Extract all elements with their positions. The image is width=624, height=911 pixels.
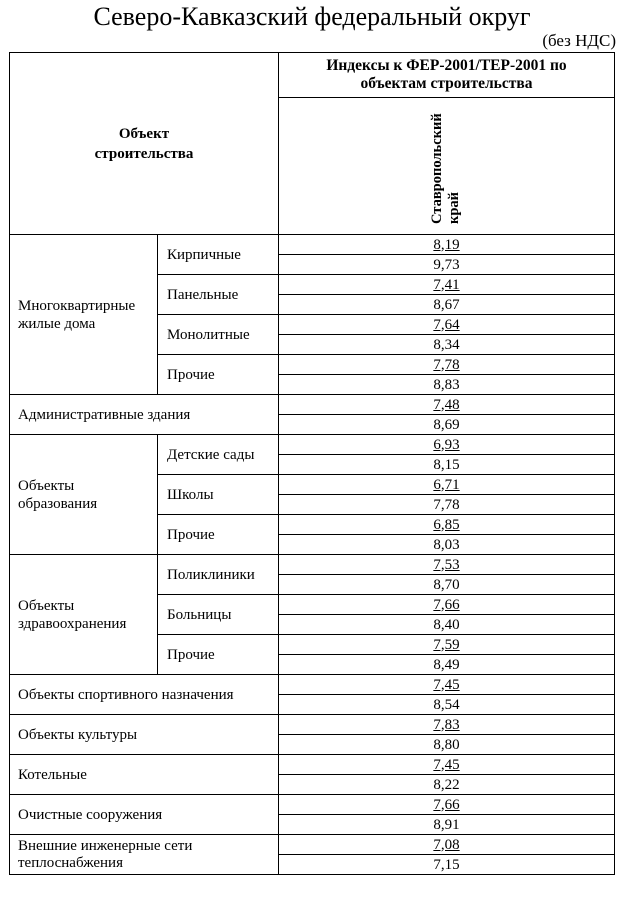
value-cell: 8,40: [279, 615, 615, 635]
value-cell: 8,91: [279, 815, 615, 835]
header-object: Объект строительства: [10, 53, 279, 235]
value-cell: 8,83: [279, 375, 615, 395]
value-cell: 7,53: [279, 555, 615, 575]
row-admin-name: Административные здания: [10, 395, 279, 435]
row-panel-name: Панельные: [158, 275, 279, 315]
value-cell: 7,66: [279, 595, 615, 615]
value-cell: 7,41: [279, 275, 615, 295]
value-cell: 7,78: [279, 495, 615, 515]
row-hospital-name: Больницы: [158, 595, 279, 635]
value-cell: 8,19: [279, 235, 615, 255]
row-heating-name: Внешние инженерные сети теплоснабжения: [10, 835, 279, 875]
index-table: [9, 52, 615, 875]
row-culture-name: Объекты культуры: [10, 715, 279, 755]
row-kindergarten-name: Детские сады: [158, 435, 279, 475]
value-cell: 8,69: [279, 415, 615, 435]
row-health-other-name: Прочие: [158, 635, 279, 675]
row-clinic-name: Поликлиники: [158, 555, 279, 595]
value-cell: 8,15: [279, 455, 615, 475]
value-cell: 7,78: [279, 355, 615, 375]
group-housing: Многоквартирные жилые дома: [10, 235, 158, 395]
row-treatment-name: Очистные сооружения: [10, 795, 279, 835]
value-cell: 7,45: [279, 755, 615, 775]
row-school-name: Школы: [158, 475, 279, 515]
value-cell: 7,64: [279, 315, 615, 335]
value-cell: 7,66: [279, 795, 615, 815]
value-cell: 8,49: [279, 655, 615, 675]
value-cell: 6,85: [279, 515, 615, 535]
value-cell: 8,67: [279, 295, 615, 315]
value-cell: 7,15: [279, 855, 615, 875]
value-cell: 8,03: [279, 535, 615, 555]
value-cell: 8,34: [279, 335, 615, 355]
value-cell: 9,73: [279, 255, 615, 275]
value-cell: 8,80: [279, 735, 615, 755]
row-boiler-name: Котельные: [10, 755, 279, 795]
row-education-other-name: Прочие: [158, 515, 279, 555]
value-cell: 7,59: [279, 635, 615, 655]
header-indices: Индексы к ФЕР-2001/ТЕР-2001 по объектам строительства: [279, 53, 615, 98]
vat-note: (без НДС): [542, 31, 616, 50]
document-title: Северо-Кавказский федеральный округ: [93, 2, 531, 31]
value-cell: 8,70: [279, 575, 615, 595]
value-cell: 7,48: [279, 395, 615, 415]
row-monolith-name: Монолитные: [158, 315, 279, 355]
value-cell: 8,22: [279, 775, 615, 795]
value-cell: 7,45: [279, 675, 615, 695]
value-cell: 6,71: [279, 475, 615, 495]
row-housing-other-name: Прочие: [158, 355, 279, 395]
value-cell: 6,93: [279, 435, 615, 455]
group-education: Объекты образования: [10, 435, 158, 555]
row-brick-name: Кирпичные: [158, 235, 279, 275]
group-health: Объекты здравоохранения: [10, 555, 158, 675]
value-cell: 8,54: [279, 695, 615, 715]
row-sport-name: Объекты спортивного назначения: [10, 675, 279, 715]
header-region: Ставропольский край: [279, 98, 615, 235]
value-cell: 7,83: [279, 715, 615, 735]
value-cell: 7,08: [279, 835, 615, 855]
